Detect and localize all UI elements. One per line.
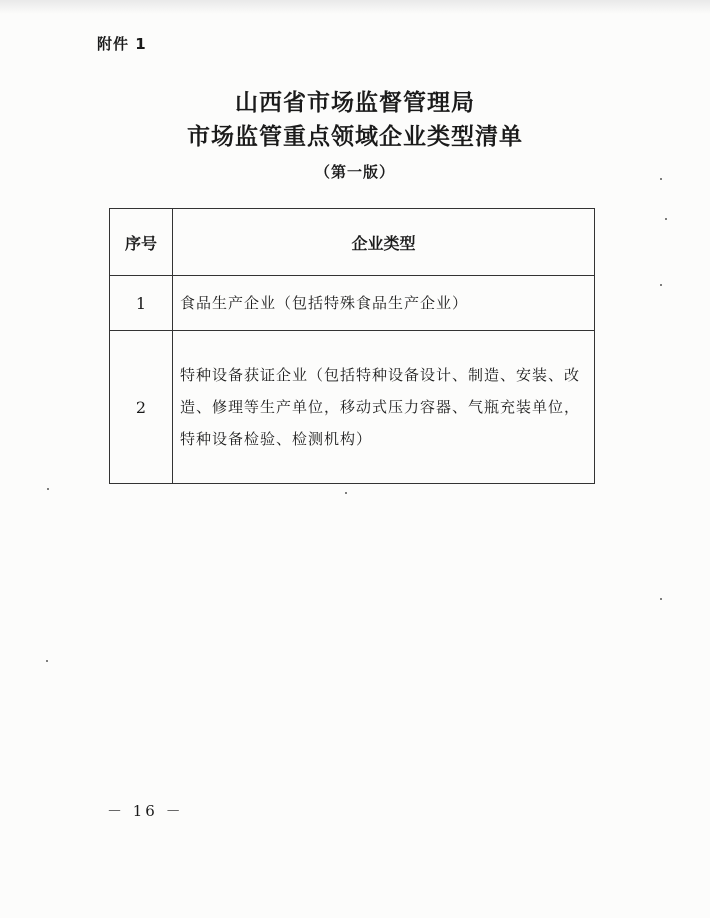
scan-speck [660,598,662,600]
scan-speck [665,218,667,220]
row-serial-number: 1 [110,276,173,331]
row-enterprise-type: 特种设备获证企业（包括特种设备设计、制造、安装、改造、修理等生产单位，移动式压力容器、气瓶充装单位，特种设备检验、检测机构） [173,331,595,484]
edition-label: （第一版） [314,163,395,181]
scan-edge-shadow [0,0,710,14]
scan-speck [47,488,49,490]
attachment-label: 附件 1 [97,35,147,53]
document-title-line1: 山西省市场监督管理局 [235,90,475,116]
table-row [110,276,595,331]
page-number: － 16 － [107,802,184,820]
table-row [110,331,595,484]
scan-speck [660,284,662,286]
document-title-line2: 市场监管重点领域企业类型清单 [187,124,523,150]
enterprise-type-table [109,208,595,484]
row-serial-number: 2 [110,331,173,484]
scan-speck [660,178,662,180]
scan-speck [46,660,48,662]
scan-speck [345,492,347,494]
header-enterprise-type: 企业类型 [173,209,595,276]
row-enterprise-type: 食品生产企业（包括特殊食品生产企业） [173,276,595,331]
header-serial-number: 序号 [110,209,173,276]
table-header-row [110,209,595,276]
